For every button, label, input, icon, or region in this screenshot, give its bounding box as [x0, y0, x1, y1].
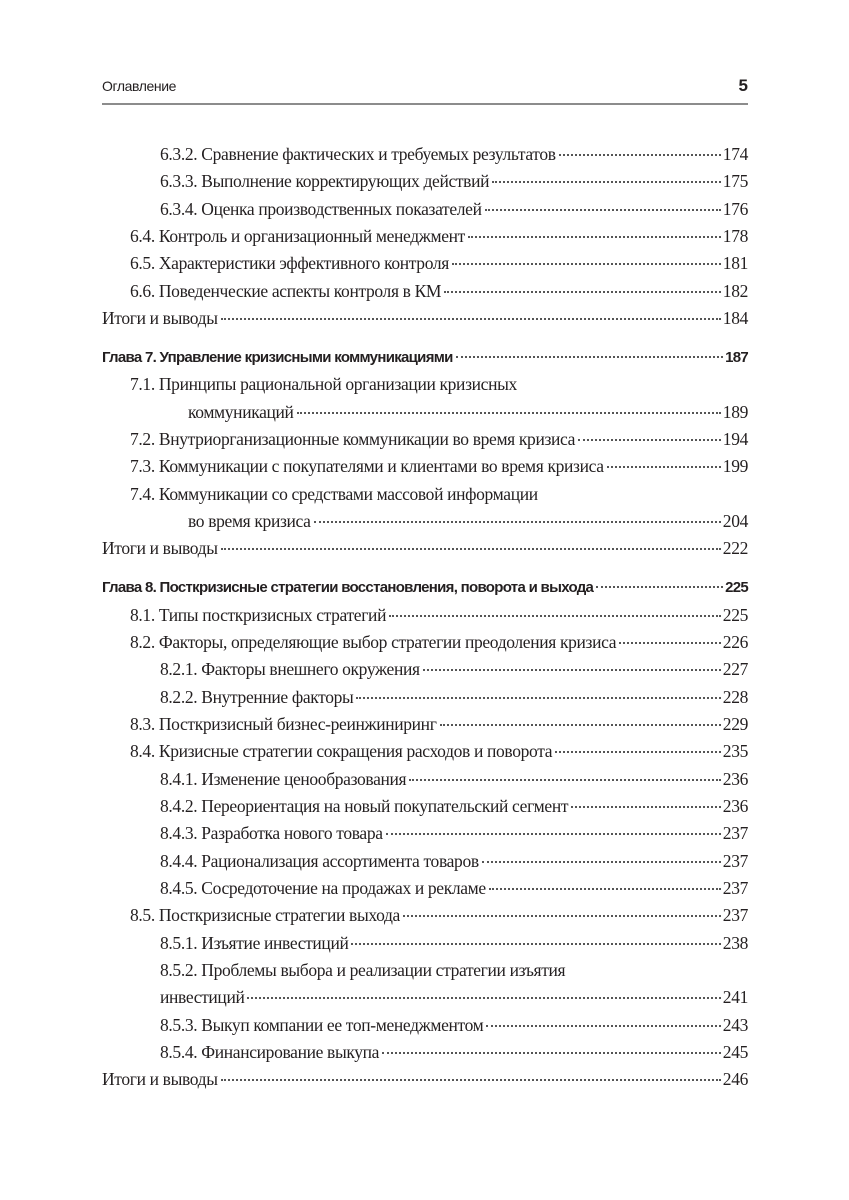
toc-entry[interactable]: [102, 930, 748, 957]
dot-leader: [409, 779, 721, 781]
dot-leader: [607, 466, 721, 468]
toc-entry[interactable]: [102, 305, 748, 332]
dot-leader: [221, 318, 721, 320]
toc-entry[interactable]: [102, 535, 748, 562]
dot-leader: [423, 669, 721, 671]
toc-entry-title: 8.4. Кризисные стратегии сокращения расходов и поворота: [130, 741, 553, 762]
toc-entry-page: 194: [722, 428, 748, 449]
toc-entry-page: 187: [725, 348, 748, 366]
toc-entry-page: 174: [722, 144, 748, 164]
toc-entry-page: 229: [722, 713, 748, 734]
dot-leader: [389, 615, 721, 617]
toc-entry-title: 6.6. Поведенческие аспекты контроля в КМ: [130, 280, 442, 301]
dot-leader: [297, 412, 721, 414]
toc-entry[interactable]: [102, 957, 748, 984]
toc-entry-title: 8.4.3. Разработка нового товара: [160, 823, 383, 844]
toc-entry-title: 8.2. Факторы, определяющие выбор стратегии преодоления кризиса: [130, 631, 617, 652]
toc-entry[interactable]: [102, 371, 748, 398]
toc-entry-continuation[interactable]: [102, 399, 748, 426]
toc-entry-title: коммуникаций: [188, 401, 294, 422]
toc-entry[interactable]: [102, 820, 748, 847]
toc-entry[interactable]: [102, 766, 748, 793]
toc-entry[interactable]: [102, 168, 748, 195]
toc-entry-page: 204: [722, 510, 748, 531]
toc-entry-title: 8.1. Типы посткризисных стратегий: [130, 604, 387, 625]
dot-leader: [403, 915, 721, 917]
toc-entry-page: 237: [722, 905, 748, 926]
toc-entry-page: 237: [722, 850, 748, 871]
toc-entry-title: 6.3.2. Сравнение фактических и требуемых результатов: [160, 144, 556, 164]
dot-leader: [444, 291, 721, 293]
toc-entry-title: 6.3.3. Выполнение корректирующих действий: [160, 171, 490, 192]
toc-entry-title: 6.5. Характеристики эффективного контроля: [130, 253, 449, 274]
toc-entry[interactable]: [102, 481, 748, 508]
table-of-contents: [102, 141, 748, 1094]
toc-entry[interactable]: [102, 793, 748, 820]
toc-entry[interactable]: [102, 902, 748, 929]
toc-entry-page: 225: [725, 579, 748, 597]
toc-entry-title: 8.2.1. Факторы внешнего окружения: [160, 659, 420, 680]
chapter-heading[interactable]: [102, 344, 748, 371]
chapter-heading[interactable]: [102, 574, 748, 601]
toc-entry[interactable]: [102, 711, 748, 738]
toc-entry-page: 176: [722, 198, 748, 219]
dot-leader: [221, 548, 721, 550]
dot-leader: [486, 1025, 720, 1027]
dot-leader: [482, 861, 721, 863]
toc-entry[interactable]: [102, 1066, 748, 1093]
toc-entry-title: 6.4. Контроль и организационный менеджмент: [130, 226, 465, 247]
toc-entry[interactable]: [102, 278, 748, 305]
toc-entry-title: 8.2.2. Внутренние факторы: [160, 686, 354, 707]
toc-entry-page: 182: [722, 280, 748, 301]
dot-leader: [492, 181, 721, 183]
dot-leader: [351, 943, 720, 945]
toc-entry-title: Итоги и выводы: [102, 538, 218, 559]
toc-entry-title: 7.4. Коммуникации со средствами массовой информации: [130, 483, 538, 504]
dot-leader: [356, 697, 720, 699]
toc-entry-title: 6.3.4. Оценка производственных показателей: [160, 198, 482, 219]
toc-entry-page: 222: [722, 538, 748, 559]
toc-entry-title: 8.4.1. Изменение ценообразования: [160, 768, 407, 789]
toc-entry-page: 243: [722, 1014, 748, 1035]
toc-entry-page: 238: [722, 932, 748, 953]
dot-leader: [555, 751, 721, 753]
toc-entry-title: инвестиций: [160, 987, 245, 1008]
toc-entry[interactable]: [102, 738, 748, 765]
toc-entry-title: 8.5.1. Изъятие инвестиций: [160, 932, 349, 953]
dot-leader: [578, 439, 721, 441]
toc-entry[interactable]: [102, 656, 748, 683]
toc-entry[interactable]: [102, 684, 748, 711]
toc-entry-page: 228: [722, 686, 748, 707]
toc-entry-page: 227: [722, 659, 748, 680]
toc-entry-continuation[interactable]: [102, 508, 748, 535]
toc-entry-title: 8.5.3. Выкуп компании ее топ-менеджментом: [160, 1014, 484, 1035]
toc-entry-title: 8.5. Посткризисные стратегии выхода: [130, 905, 400, 926]
toc-entry-title: 8.3. Посткризисный бизнес-реинжиниринг: [130, 713, 437, 734]
dot-leader: [489, 888, 721, 890]
toc-entry[interactable]: [102, 875, 748, 902]
dot-leader: [596, 586, 723, 588]
toc-entry-title: 7.2. Внутриорганизационные коммуникации во время кризиса: [130, 428, 576, 449]
toc-entry-title: 8.5.2. Проблемы выбора и реализации стратегии изъятия: [160, 959, 566, 980]
dot-leader: [619, 642, 721, 644]
toc-entry-page: 235: [722, 741, 748, 762]
toc-entry[interactable]: [102, 602, 748, 629]
toc-entry[interactable]: [102, 453, 748, 480]
toc-entry-title: Итоги и выводы: [102, 308, 218, 329]
toc-entry-page: 245: [722, 1042, 748, 1062]
dot-leader: [571, 806, 721, 808]
dot-leader: [221, 1079, 721, 1081]
toc-entry-page: 184: [722, 308, 748, 329]
dot-leader: [247, 997, 720, 999]
toc-entry-page: 236: [722, 768, 748, 789]
dot-leader: [382, 1052, 721, 1054]
toc-entry[interactable]: [102, 141, 748, 168]
toc-entry[interactable]: [102, 426, 748, 453]
toc-entry-page: 175: [722, 171, 748, 192]
toc-entry-page: 236: [722, 795, 748, 816]
dot-leader: [559, 154, 721, 156]
toc-entry-title: 7.3. Коммуникации с покупателями и клиентами во время кризиса: [130, 456, 604, 477]
dot-leader: [468, 236, 721, 238]
dot-leader: [452, 263, 721, 265]
toc-entry-continuation[interactable]: [102, 984, 748, 1011]
toc-entry-title: 7.1. Принципы рациональной организации кризисных: [130, 374, 517, 395]
toc-entry-page: 241: [722, 987, 748, 1008]
toc-entry[interactable]: [102, 196, 748, 223]
toc-entry-page: 181: [722, 253, 748, 274]
toc-entry-page: 246: [722, 1069, 748, 1090]
toc-entry-title: Глава 7. Управление кризисными коммуникациями: [102, 348, 453, 366]
dot-leader: [456, 356, 723, 358]
toc-entry[interactable]: [102, 1012, 748, 1039]
dot-leader: [485, 209, 721, 211]
toc-entry[interactable]: [102, 223, 748, 250]
dot-leader: [386, 833, 721, 835]
toc-entry-page: 189: [722, 401, 748, 422]
toc-entry-page: 237: [722, 877, 748, 898]
toc-entry-page: 237: [722, 823, 748, 844]
toc-entry-page: 225: [722, 604, 748, 625]
toc-entry-page: 178: [722, 226, 748, 247]
toc-entry-title: 8.4.5. Сосредоточение на продажах и рекламе: [160, 877, 486, 898]
toc-entry[interactable]: [102, 848, 748, 875]
toc-entry-title: во время кризиса: [188, 510, 311, 531]
toc-entry-title: 8.5.4. Финансирование выкупа: [160, 1042, 380, 1062]
page-number: 5: [738, 76, 748, 95]
toc-entry[interactable]: [102, 629, 748, 656]
running-title: Оглавление: [102, 78, 177, 94]
toc-entry[interactable]: [102, 250, 748, 277]
toc-entry-title: Итоги и выводы: [102, 1069, 218, 1090]
dot-leader: [440, 724, 721, 726]
toc-entry[interactable]: [102, 1039, 748, 1066]
toc-entry-title: Глава 8. Посткризисные стратегии восстановления, поворота и выхода: [102, 579, 594, 597]
toc-entry-title: 8.4.4. Рационализация ассортимента товаров: [160, 850, 479, 871]
toc-entry-title: 8.4.2. Переориентация на новый покупательский сегмент: [160, 795, 569, 816]
toc-entry-page: 199: [722, 456, 748, 477]
running-header: [102, 76, 748, 105]
dot-leader: [314, 521, 721, 523]
toc-entry-page: 226: [722, 631, 748, 652]
